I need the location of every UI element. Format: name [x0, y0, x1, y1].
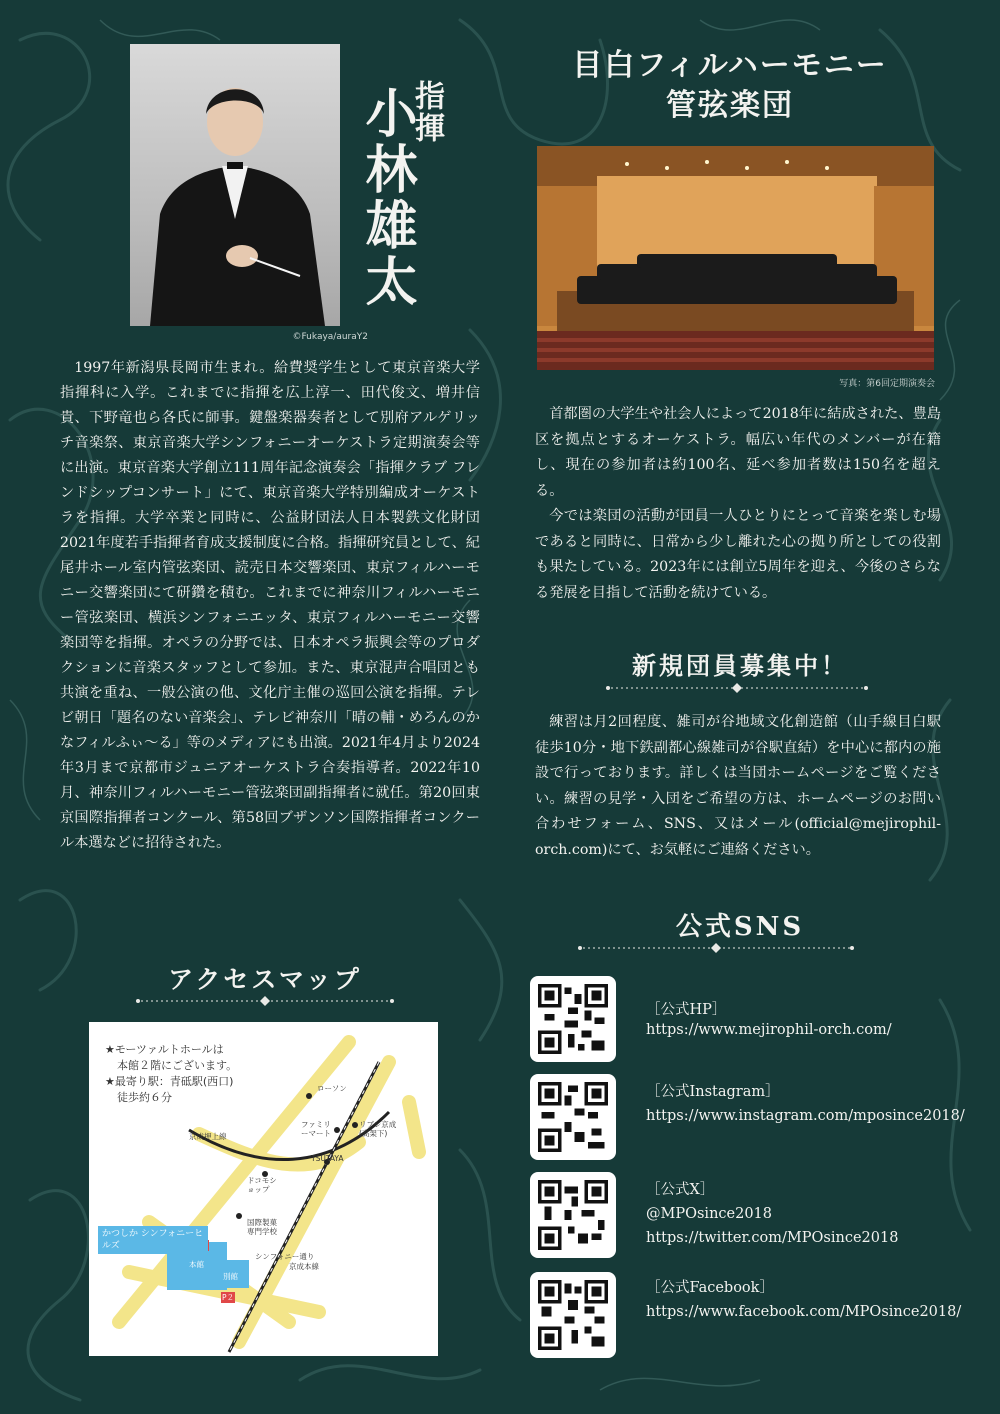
map-note-line: 徒歩約６分: [117, 1091, 172, 1104]
conductor-bio: 1997年新潟県長岡市生まれ。給費奨学生として東京音楽大学指揮科に入学。これまでに指揮を広上淳一、田代俊文、増井信貴、下野竜也ら各氏に師事。鍵盤楽器奏者として別府アルゲリッチ音楽祭、東京音楽大学シンフォニーオーケストラ定期演奏会等に出演。東京音楽大学創立111周年記念演奏会「指揮クラブ フレンドシップコンサート」にて、東京音楽大学特別編成オーケストラを指揮。大学卒業と同時に、公益財団法人日本製鉄文化財団 2021年度若手指揮者育成支援制度に合格。指揮研究員として、紀尾井ホール室内管弦楽団、読売日本交響楽団、東京フィルハーモニー交響楽団にて研鑽を積む。これまでに神奈川フィルハーモニー管弦楽団、横浜シンフォニエッタ、東京フィルハーモニー交響楽団等を指揮。オペラの分野では、日本オペラ振興会等のプロダクションに音楽スタッフとして参加。また、東京混声合唱団とも共演を重ね、一般公演の他、文化庁主催の巡回公演を指揮。テレビ朝日「題名のない音楽会」、テレビ神奈川「晴の輔・めろんのかなフィルふぃ～る」等のメディアにも出演。2021年4月より2024年3月まで京都市ジュニアオーケストラ合奏指導者。2022年10月、神奈川フィルハーモニー管弦楽団副指揮者に就任。第20回東京国際指揮者コンクール、第58回ブザンソン国際指揮者コンクール本選などに招待された。: [60, 360, 480, 851]
map-label-p2: P２: [222, 1293, 235, 1302]
sns-item-facebook[interactable]: [530, 1272, 970, 1358]
map-label-familymart: ファミリーマート: [301, 1120, 331, 1138]
map-note-line: ★最寄り駅：青砥駅(西口): [105, 1075, 234, 1088]
conductor-role: 指揮: [409, 80, 444, 144]
conductor-name: 小林雄太: [356, 86, 417, 310]
map-label-lawson: ローソン: [317, 1084, 347, 1093]
photo-credit: ©Fukaya/auraY2: [292, 332, 368, 342]
sns-heading: 公式SNS: [675, 912, 805, 942]
map-label-bekkan: 別館: [223, 1272, 238, 1281]
orchestra-description: [535, 402, 941, 606]
map-label-docomo: ドコモショップ: [247, 1176, 277, 1194]
orchestra-title-line1: 目白フィルハーモニー: [572, 48, 888, 83]
sns-url-link[interactable]: https://www.mejirophil-orch.com/: [646, 1022, 892, 1038]
qr-code-icon[interactable]: [530, 1272, 616, 1358]
orchestra-paragraph-1: 首都圏の大学生や社会人によって2018年に結成された、豊島区を拠点とするオーケストラ。幅広い年代のメンバーが在籍し、現在の参加者は約100名、延べ参加者数は150名を超える。: [535, 406, 941, 499]
sns-url-link[interactable]: https://www.instagram.com/mposince2018/: [646, 1108, 965, 1124]
orchestra-paragraph-2: 今では楽団の活動が団員一人ひとりにとって音楽を楽しむ場であると同時に、日常から少し離れた心の拠り所としての役割も果たしている。2023年には創立5周年を迎え、今後のさらなる発展を目指して活動を続けている。: [535, 508, 941, 601]
map-note-line: 本館２階にございます。: [117, 1059, 238, 1072]
access-map-heading: アクセスマップ: [168, 965, 362, 994]
map-label-school: 国際製菓専門学校: [247, 1218, 277, 1236]
map-label-tsutaya: TSUTAYA: [311, 1154, 344, 1163]
qr-code-icon[interactable]: [530, 1074, 616, 1160]
sns-label: ［公式X］: [646, 1182, 715, 1198]
sns-item-x[interactable]: [530, 1172, 970, 1258]
conductor-portrait: [130, 44, 340, 326]
sns-item-instagram[interactable]: [530, 1074, 970, 1160]
sns-url-link[interactable]: https://twitter.com/MPOsince2018: [646, 1230, 899, 1246]
orchestra-title-line2: 管弦楽団: [666, 88, 794, 123]
concert-hall-photo: [537, 146, 934, 370]
sns-divider: [578, 943, 854, 953]
venue-badge: かつしか シンフォニーヒルズ: [98, 1226, 208, 1254]
sns-handle: @MPOsince2018: [646, 1206, 773, 1222]
sns-item-homepage[interactable]: [530, 976, 970, 1062]
map-label-main-line: 京成本線: [289, 1262, 319, 1271]
conductor-silhouette: [130, 44, 340, 326]
map-label-oshiage-line: 京成押上線: [189, 1132, 227, 1141]
access-map[interactable]: [89, 1022, 438, 1356]
map-label-street: シンフォニー通り: [255, 1252, 315, 1261]
concert-hall-illustration: [537, 146, 934, 370]
sns-label: ［公式HP］: [646, 1002, 727, 1018]
map-label-honkan: 本館: [189, 1260, 204, 1269]
sns-url-link[interactable]: https://www.facebook.com/MPOsince2018/: [646, 1304, 962, 1320]
qr-code-icon[interactable]: [530, 976, 616, 1062]
map-label-libre: リブレ京成(高架下): [359, 1120, 397, 1138]
sns-label: ［公式Instagram］: [646, 1084, 780, 1100]
orchestra-title: [530, 46, 930, 126]
map-note: [105, 1042, 237, 1106]
recruit-text: 練習は月2回程度、雑司が谷地域文化創造館（山手線目白駅徒歩10分・地下鉄副都心線雑司が谷駅直結）を中心に都内の施設で行っております。詳しくは当団ホームページをご覧ください。練習の見学・入団をご希望の方は、ホームページのお問い合わせフォーム、SNS、又はメール(official@mejirophil-orch.com)にて、お気軽にご連絡ください。: [535, 714, 941, 858]
qr-code-icon[interactable]: [530, 1172, 616, 1258]
sns-label: ［公式Facebook］: [646, 1280, 774, 1296]
map-note-line: ★モーツァルトホールは: [105, 1043, 224, 1056]
recruit-heading: 新規団員募集中！: [632, 651, 848, 680]
recruit-divider: [606, 683, 868, 693]
access-map-divider: [136, 996, 394, 1006]
hall-photo-caption: 写真：第6回定期演奏会: [839, 379, 935, 389]
